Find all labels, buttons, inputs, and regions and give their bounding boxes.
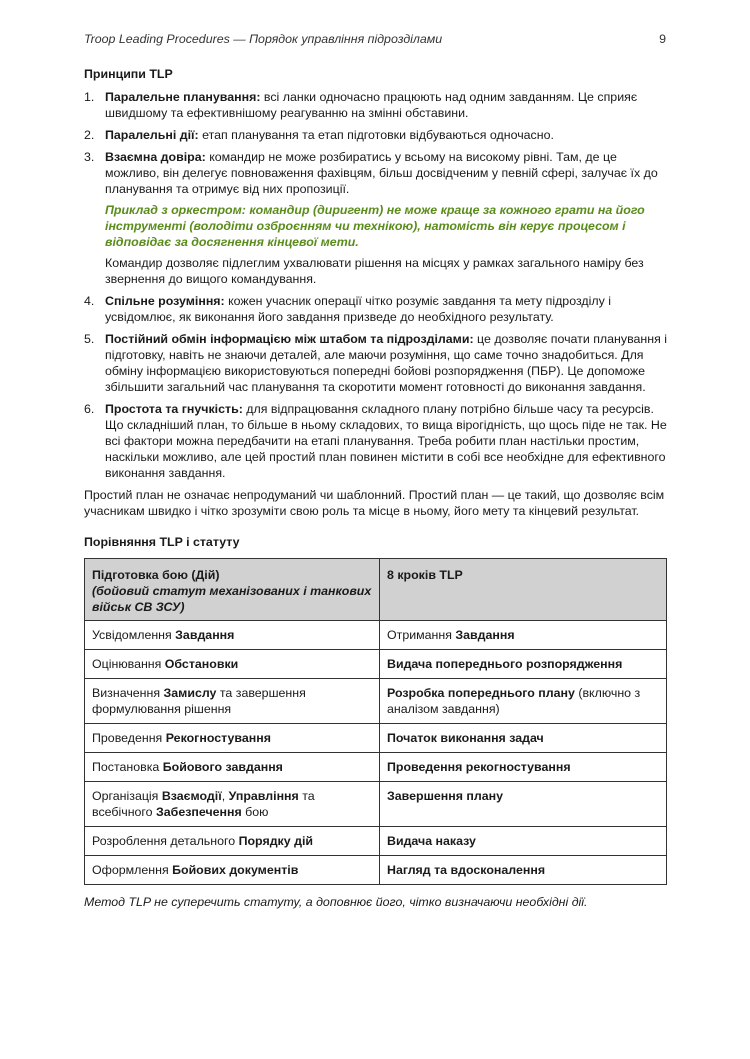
page-content xyxy=(84,66,669,910)
cell-text: Взаємодії xyxy=(161,789,222,803)
cell-text: Завдання xyxy=(175,628,235,642)
table-cell-left xyxy=(85,650,380,679)
table-row xyxy=(85,621,667,650)
table-row xyxy=(85,782,667,827)
principle-term: Паралельне планування: xyxy=(105,90,261,104)
table-row xyxy=(85,753,667,782)
list-number: 6. xyxy=(84,402,95,416)
table-cell-right xyxy=(380,679,667,724)
principle-term: Простота та гнучкість: xyxy=(105,402,243,416)
footnote: Метод TLP не суперечить статуту, а доповнює його, чітко визначаючи необхідні дії. xyxy=(84,895,588,909)
header-left-subtitle: (бойовий статут механізованих і танкових військ СВ ЗСУ) xyxy=(92,584,372,614)
principle-text: всі ланки одночасно працюють над одним завданням. Це сприяє швидшому та ефективнішому реагуванню на змінні обставини. xyxy=(105,90,638,120)
list-item xyxy=(84,293,669,325)
principles-list xyxy=(84,89,669,481)
principle-text: кожен учасник операції чітко розуміє завдання та мету підрозділу і усвідомлює, як виконання його завдання призведе до необхідного результату. xyxy=(105,294,611,324)
header-right-title: 8 кроків TLP xyxy=(387,568,463,582)
cell-text: Замислу xyxy=(163,686,217,700)
table-row xyxy=(85,679,667,724)
header-left-title: Підготовка бою (Дій) xyxy=(92,568,220,582)
cell-text: , xyxy=(221,789,229,803)
list-number: 5. xyxy=(84,332,95,346)
cell-text: Управління xyxy=(228,789,299,803)
cell-text: Бойових документів xyxy=(172,863,299,877)
table-header-row xyxy=(85,559,667,621)
cell-text: Нагляд та вдосконалення xyxy=(387,863,546,877)
table-body xyxy=(85,621,667,885)
table-cell-left xyxy=(85,753,380,782)
cell-text: Бойового завдання xyxy=(162,760,283,774)
table-row xyxy=(85,724,667,753)
cell-text: Завершення плану xyxy=(387,789,504,803)
page-number: 9 xyxy=(659,32,666,46)
list-item xyxy=(84,331,669,395)
table-cell-left xyxy=(85,827,380,856)
cell-text: Оцінювання xyxy=(92,657,165,671)
cell-text: Видача попереднього розпорядження xyxy=(387,657,623,671)
table-header-left xyxy=(85,559,380,621)
cell-text: Визначення xyxy=(92,686,164,700)
principle-term: Постійний обмін інформацією між штабом та підрозділами: xyxy=(105,332,474,346)
comparison-table xyxy=(84,558,667,885)
list-item xyxy=(84,127,669,143)
table-cell-right xyxy=(380,753,667,782)
list-number: 2. xyxy=(84,128,95,142)
table-cell-left xyxy=(85,724,380,753)
cell-text: Отримання xyxy=(387,628,456,642)
list-number: 4. xyxy=(84,294,95,308)
summary-paragraph: Простий план не означає непродуманий чи шаблонний. Простий план — це такий, що дозволяє всім учасникам швидко і чітко зрозуміти свою роль та місце в ньому, його мету та кінцевий результат. xyxy=(84,488,665,518)
principle-term: Взаємна довіра: xyxy=(105,150,206,164)
table-cell-left xyxy=(85,621,380,650)
table-cell-right xyxy=(380,621,667,650)
table-cell-right xyxy=(380,650,667,679)
list-number: 1. xyxy=(84,90,95,104)
table-row xyxy=(85,650,667,679)
orchestra-example: Приклад з оркестром: командир (диригент) не може краще за кожного грати на його інструменті (володіти озброєнням чи технікою), натомість він керує процесом і відповідає за досягнення кінцевої мети. xyxy=(105,203,645,249)
principle-text: це дозволяє почати планування і підготовку, навіть не знаючи деталей, але маючи розуміння, що саме точно знадобиться. Для обміну інформацією використовуються попередні бойові розпорядження (ПБР). Це допоможе збільшити загальний час планування та скоротити момент готовності до виконання завдання. xyxy=(105,332,667,394)
list-item xyxy=(84,401,669,481)
running-title: Troop Leading Procedures — Порядок управління підрозділами xyxy=(84,32,443,46)
table-header-right xyxy=(380,559,667,621)
cell-text: Організація xyxy=(92,789,162,803)
cell-text: Проведення рекогностування xyxy=(387,760,571,774)
table-cell-left xyxy=(85,679,380,724)
cell-text: Розроблення детального xyxy=(92,834,239,848)
table-row xyxy=(85,856,667,885)
cell-text: Постановка xyxy=(92,760,163,774)
cell-text: Розробка попереднього плану xyxy=(387,686,575,700)
cell-text: Порядку дій xyxy=(238,834,314,848)
cell-text: бою xyxy=(241,805,269,819)
cell-text: Проведення xyxy=(92,731,166,745)
page-header xyxy=(84,31,666,49)
list-number: 3. xyxy=(84,150,95,164)
cell-text: Рекогностування xyxy=(165,731,271,745)
table-cell-right xyxy=(380,782,667,827)
principle-term: Спільне розуміння: xyxy=(105,294,225,308)
table-cell-left xyxy=(85,856,380,885)
cell-text: Початок виконання задач xyxy=(387,731,544,745)
principle-extra-text: Командир дозволяє підлеглим ухвалювати рішення на місцях у рамках загального наміру без звернення до вищого командування. xyxy=(105,256,644,286)
table-cell-left xyxy=(85,782,380,827)
section-title: Принципи TLP xyxy=(84,67,173,81)
table-row xyxy=(85,827,667,856)
cell-text: Усвідомлення xyxy=(92,628,176,642)
table-cell-right xyxy=(380,724,667,753)
principle-text: командир не може розбиратись у всьому на високому рівні. Там, де це можливо, він делегує повноваження фахівцям, більш досвідченим у певній сфері, залучає їх до планування та отримує від них пропозиції. xyxy=(105,150,658,196)
list-item xyxy=(84,89,669,121)
cell-text: Обстановки xyxy=(164,657,239,671)
cell-text: Оформлення xyxy=(92,863,173,877)
table-cell-right xyxy=(380,827,667,856)
principle-text: етап планування та етап підготовки відбуваються одночасно. xyxy=(198,128,554,142)
cell-text: та завершення формулювання рішення xyxy=(92,686,306,716)
principle-term: Паралельні дії: xyxy=(105,128,199,142)
cell-text: та всебічного xyxy=(92,789,315,819)
list-item xyxy=(84,149,669,287)
cell-text: Видача наказу xyxy=(387,834,476,848)
cell-text: (включно з аналізом завдання) xyxy=(387,686,641,716)
cell-text: Завдання xyxy=(455,628,515,642)
table-cell-right xyxy=(380,856,667,885)
comparison-title: Порівняння TLP і статуту xyxy=(84,535,240,549)
principle-text: для відпрацювання складного плану потрібно більше часу та ресурсів. Що складніший план, то більше в ньому складових, то вища вірогідність, що щось піде не так. Не всі фактори можна передбачити на етапі планування. Треба робити план настільки простим, наскільки можливо, але цей простий план повинен містити в собі все необхідне для ефективного виконання завдання. xyxy=(105,402,667,480)
cell-text: Забезпечення xyxy=(156,805,242,819)
